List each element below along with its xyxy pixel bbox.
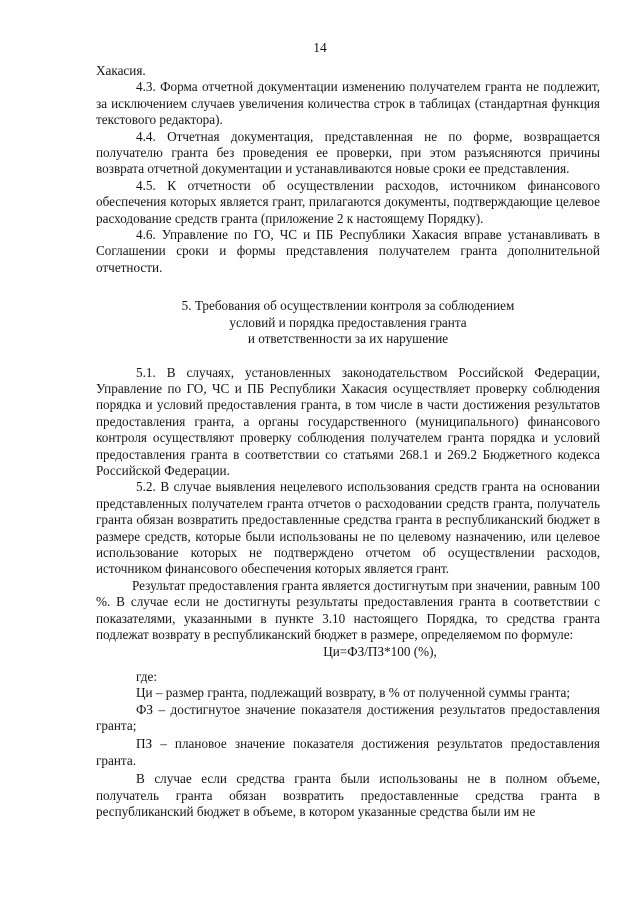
paragraph-result: Результат предоставления гранта является достигнутым при значении, равным 100 %. В случае если не достигнуты результаты предоставления гранта в соответствии с показателями, указанными в пункте 3.10 настоящего Порядка, то средства гранта подлежат возврату в республиканский бюджет в размере, определяемом по формуле: xyxy=(96,577,600,642)
paragraph-last: В случае если средства гранта были использованы не в полном объеме, получатель гранта обязан возвратить предоставленные средства гранта в республиканский бюджет в объеме, в котором указанные средства были им не xyxy=(96,771,600,820)
paragraph-5-2: 5.2. В случае выявления нецелевого использования средств гранта на основании представленных получателем гранта отчетов о расходовании средств гранта, получатель гранта обязан возвратить предоставленные средства гранта в республиканский бюджет в размере средств, которые были использованы не по целевому назначению, или целевое использование которых не подтверждено отчетом об осуществлении расходов, источником финансового обеспечения которых является грант. xyxy=(96,479,600,577)
where-label: где: xyxy=(136,668,157,684)
page-number: 14 xyxy=(313,40,327,55)
paragraph-4-6: 4.6. Управление по ГО, ЧС и ПБ Республики Хакасия вправе устанавливать в Соглашении сроки и формы представления получателем гранта дополнительной отчетности. xyxy=(96,227,600,275)
document-body xyxy=(96,63,600,820)
definition-ci: Ци – размер гранта, подлежащий возврату, в % от полученной суммы гранта; xyxy=(136,685,571,701)
section-heading-line-2: условий и порядка предоставления гранта xyxy=(229,314,467,330)
paragraph-continuation: Хакасия. xyxy=(96,63,146,78)
paragraph-4-5: 4.5. К отчетности об осуществлении расходов, источником финансового обеспечения которых является грант, прилагаются документы, подтверждающие целевое расходование средств гранта (приложение 2 к настоящему Порядку). xyxy=(96,177,600,226)
formula: Ци=ФЗ/ПЗ*100 (%), xyxy=(323,644,437,660)
section-5-heading xyxy=(96,298,600,347)
paragraph-4-3: 4.3. Форма отчетной документации изменению получателем гранта не подлежит, за исключением случаев увеличения количества строк в таблицах (стандартная функция текстового редактора). xyxy=(96,79,600,128)
paragraph-5-1: 5.1. В случаях, установленных законодательством Российской Федерации, Управление по ГО, ЧС и ПБ Республики Хакасия осуществляет проверку соблюдения порядка и условий предоставления гранта, в том числе в части достижения результатов предоставления гранта, а органы государственного (муниципального) финансового контроля осуществляют проверку соблюдения получателем гранта порядка и условий предоставления гранта в соответствии со статьями 268.1 и 269.2 Бюджетного кодекса Российской Федерации. xyxy=(96,364,600,478)
definition-fz: ФЗ – достигнутое значение показателя достижения результатов предоставления гранта; xyxy=(96,701,600,734)
section-heading-line-3: и ответственности за их нарушение xyxy=(247,331,449,347)
definition-pz: ПЗ – плановое значение показателя достижения результатов предоставления гранта. xyxy=(96,736,600,768)
paragraph-4-4: 4.4. Отчетная документация, представленная не по форме, возвращается получателю гранта без проведения ее проверки, при этом разъясняются причины возврата отчетной документации и устанавливаются новые сроки ее представления. xyxy=(96,128,600,177)
section-heading-line-1: 5. Требования об осуществлении контроля за соблюдением xyxy=(181,298,515,314)
